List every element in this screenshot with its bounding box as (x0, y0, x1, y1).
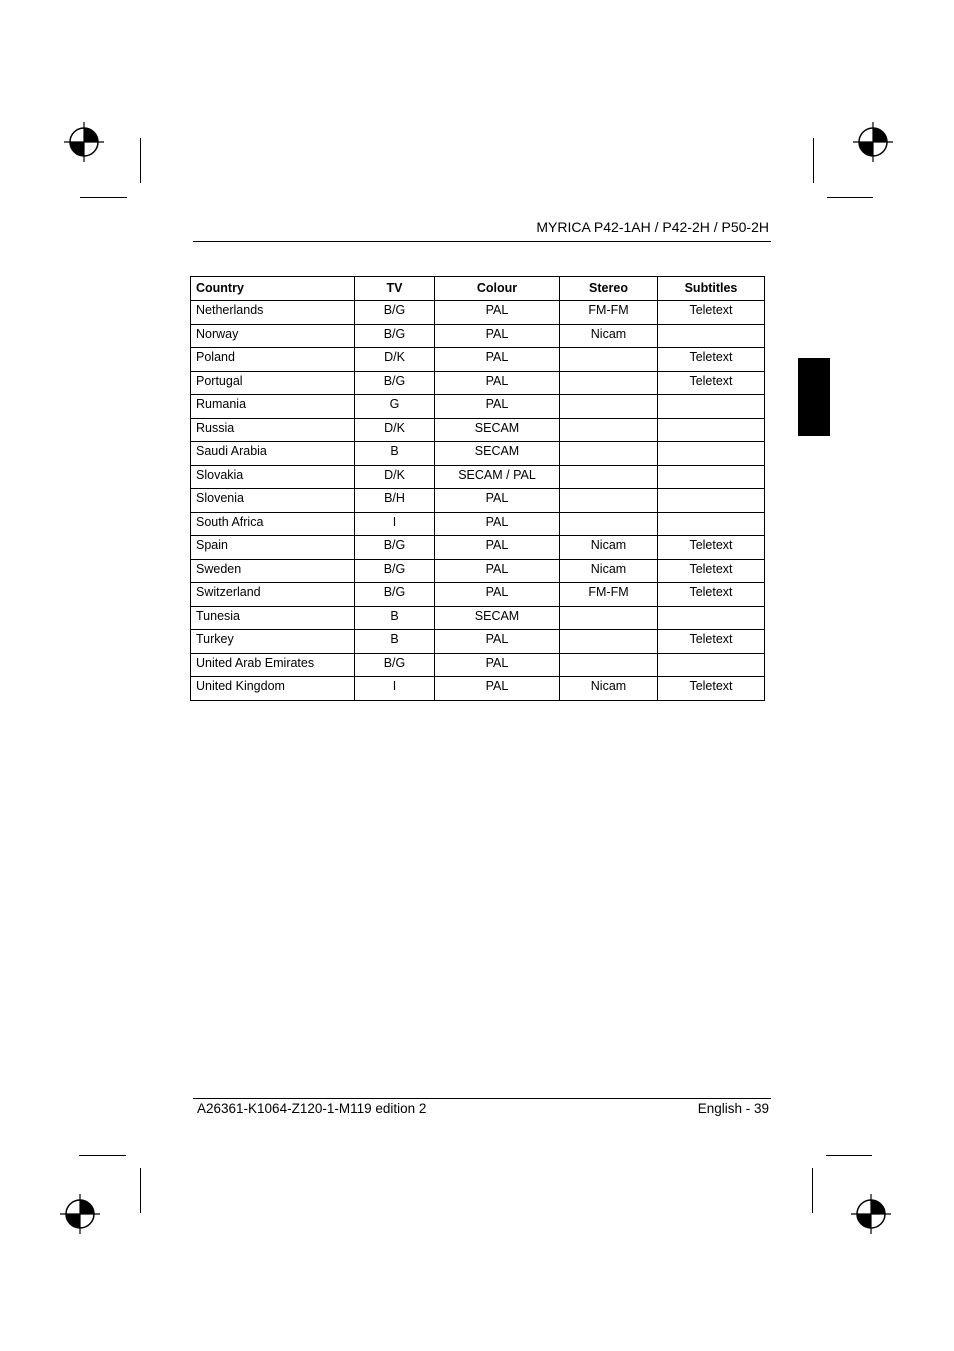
cell-country: Slovakia (191, 465, 355, 489)
table-row (191, 653, 765, 677)
registration-mark-icon (60, 1194, 100, 1234)
cell-tv: B/G (355, 559, 435, 583)
cell-colour: PAL (435, 512, 560, 536)
table-row (191, 371, 765, 395)
cell-colour: PAL (435, 301, 560, 325)
cell-stereo: Nicam (560, 559, 658, 583)
cell-subtitles (658, 395, 765, 419)
cell-subtitles (658, 512, 765, 536)
table-row (191, 677, 765, 701)
cell-colour: SECAM (435, 606, 560, 630)
cell-stereo (560, 630, 658, 654)
cell-tv: B/H (355, 489, 435, 513)
cell-country: South Africa (191, 512, 355, 536)
table-row (191, 465, 765, 489)
table-row (191, 559, 765, 583)
cell-tv: B/G (355, 536, 435, 560)
table-row (191, 583, 765, 607)
cell-stereo (560, 371, 658, 395)
page-number: English - 39 (697, 1101, 769, 1116)
cell-colour: PAL (435, 324, 560, 348)
cell-stereo: FM-FM (560, 301, 658, 325)
cell-country: United Arab Emirates (191, 653, 355, 677)
cell-subtitles (658, 489, 765, 513)
cell-colour: PAL (435, 559, 560, 583)
crop-mark-top-right-v (813, 138, 814, 183)
cell-tv: B/G (355, 324, 435, 348)
registration-mark-icon (64, 122, 104, 162)
cell-country: Switzerland (191, 583, 355, 607)
cell-country: Rumania (191, 395, 355, 419)
cell-subtitles: Teletext (658, 371, 765, 395)
cell-country: Portugal (191, 371, 355, 395)
table-row (191, 418, 765, 442)
cell-tv: I (355, 677, 435, 701)
cell-tv: G (355, 395, 435, 419)
crop-mark-bottom-right-h (826, 1155, 872, 1156)
cell-country: Sweden (191, 559, 355, 583)
cell-stereo (560, 465, 658, 489)
cell-country: Netherlands (191, 301, 355, 325)
thumb-index-tab (798, 358, 830, 436)
cell-tv: B/G (355, 371, 435, 395)
cell-stereo: Nicam (560, 677, 658, 701)
cell-subtitles (658, 653, 765, 677)
crop-mark-top-left-v (140, 138, 141, 183)
table-row (191, 301, 765, 325)
column-header-subtitles: Subtitles (658, 277, 765, 301)
cell-country: Turkey (191, 630, 355, 654)
cell-tv: B (355, 630, 435, 654)
crop-mark-top-left-h (80, 197, 127, 198)
table-row (191, 324, 765, 348)
column-header-country: Country (191, 277, 355, 301)
cell-colour: PAL (435, 653, 560, 677)
table-row (191, 489, 765, 513)
cell-colour: PAL (435, 348, 560, 372)
cell-tv: B/G (355, 653, 435, 677)
cell-stereo (560, 489, 658, 513)
cell-stereo (560, 606, 658, 630)
cell-country: Saudi Arabia (191, 442, 355, 466)
cell-tv: B (355, 442, 435, 466)
cell-stereo: Nicam (560, 324, 658, 348)
cell-stereo: FM-FM (560, 583, 658, 607)
cell-colour: PAL (435, 583, 560, 607)
cell-country: Spain (191, 536, 355, 560)
cell-stereo: Nicam (560, 536, 658, 560)
cell-tv: D/K (355, 465, 435, 489)
cell-subtitles (658, 324, 765, 348)
cell-colour: PAL (435, 536, 560, 560)
cell-tv: D/K (355, 348, 435, 372)
crop-mark-bottom-left-h (79, 1155, 126, 1156)
cell-country: Russia (191, 418, 355, 442)
registration-mark-icon (851, 1194, 891, 1234)
cell-colour: PAL (435, 395, 560, 419)
registration-mark-icon (853, 122, 893, 162)
crop-mark-top-right-h (827, 197, 873, 198)
cell-colour: PAL (435, 489, 560, 513)
cell-tv: D/K (355, 418, 435, 442)
cell-tv: I (355, 512, 435, 536)
cell-tv: B (355, 606, 435, 630)
table-row (191, 512, 765, 536)
cell-subtitles: Teletext (658, 583, 765, 607)
cell-tv: B/G (355, 583, 435, 607)
cell-colour: SECAM (435, 442, 560, 466)
table-row (191, 606, 765, 630)
cell-country: Norway (191, 324, 355, 348)
footer-rule (193, 1098, 771, 1099)
cell-subtitles: Teletext (658, 559, 765, 583)
cell-subtitles (658, 606, 765, 630)
cell-subtitles (658, 442, 765, 466)
document-id: A26361-K1064-Z120-1-M119 edition 2 (197, 1101, 427, 1116)
cell-colour: SECAM / PAL (435, 465, 560, 489)
table-row (191, 536, 765, 560)
cell-colour: PAL (435, 371, 560, 395)
table-row (191, 442, 765, 466)
cell-subtitles: Teletext (658, 301, 765, 325)
column-header-colour: Colour (435, 277, 560, 301)
table-row (191, 395, 765, 419)
table-row (191, 348, 765, 372)
cell-country: Tunesia (191, 606, 355, 630)
table-body (191, 301, 765, 701)
table-row (191, 630, 765, 654)
cell-subtitles: Teletext (658, 677, 765, 701)
cell-stereo (560, 348, 658, 372)
cell-colour: SECAM (435, 418, 560, 442)
cell-subtitles (658, 465, 765, 489)
cell-stereo (560, 653, 658, 677)
country-tv-standards-table (190, 276, 765, 701)
cell-stereo (560, 418, 658, 442)
crop-mark-bottom-left-v (140, 1168, 141, 1213)
cell-stereo (560, 395, 658, 419)
cell-country: United Kingdom (191, 677, 355, 701)
table-header-row (191, 277, 765, 301)
cell-subtitles: Teletext (658, 536, 765, 560)
cell-colour: PAL (435, 630, 560, 654)
header-rule (193, 241, 771, 242)
column-header-stereo: Stereo (560, 277, 658, 301)
cell-stereo (560, 512, 658, 536)
cell-colour: PAL (435, 677, 560, 701)
cell-country: Poland (191, 348, 355, 372)
cell-subtitles (658, 418, 765, 442)
cell-tv: B/G (355, 301, 435, 325)
cell-subtitles: Teletext (658, 630, 765, 654)
page-header-title: MYRICA P42-1AH / P42-2H / P50-2H (536, 219, 769, 235)
cell-country: Slovenia (191, 489, 355, 513)
crop-mark-bottom-right-v (812, 1168, 813, 1213)
cell-subtitles: Teletext (658, 348, 765, 372)
cell-stereo (560, 442, 658, 466)
column-header-tv: TV (355, 277, 435, 301)
